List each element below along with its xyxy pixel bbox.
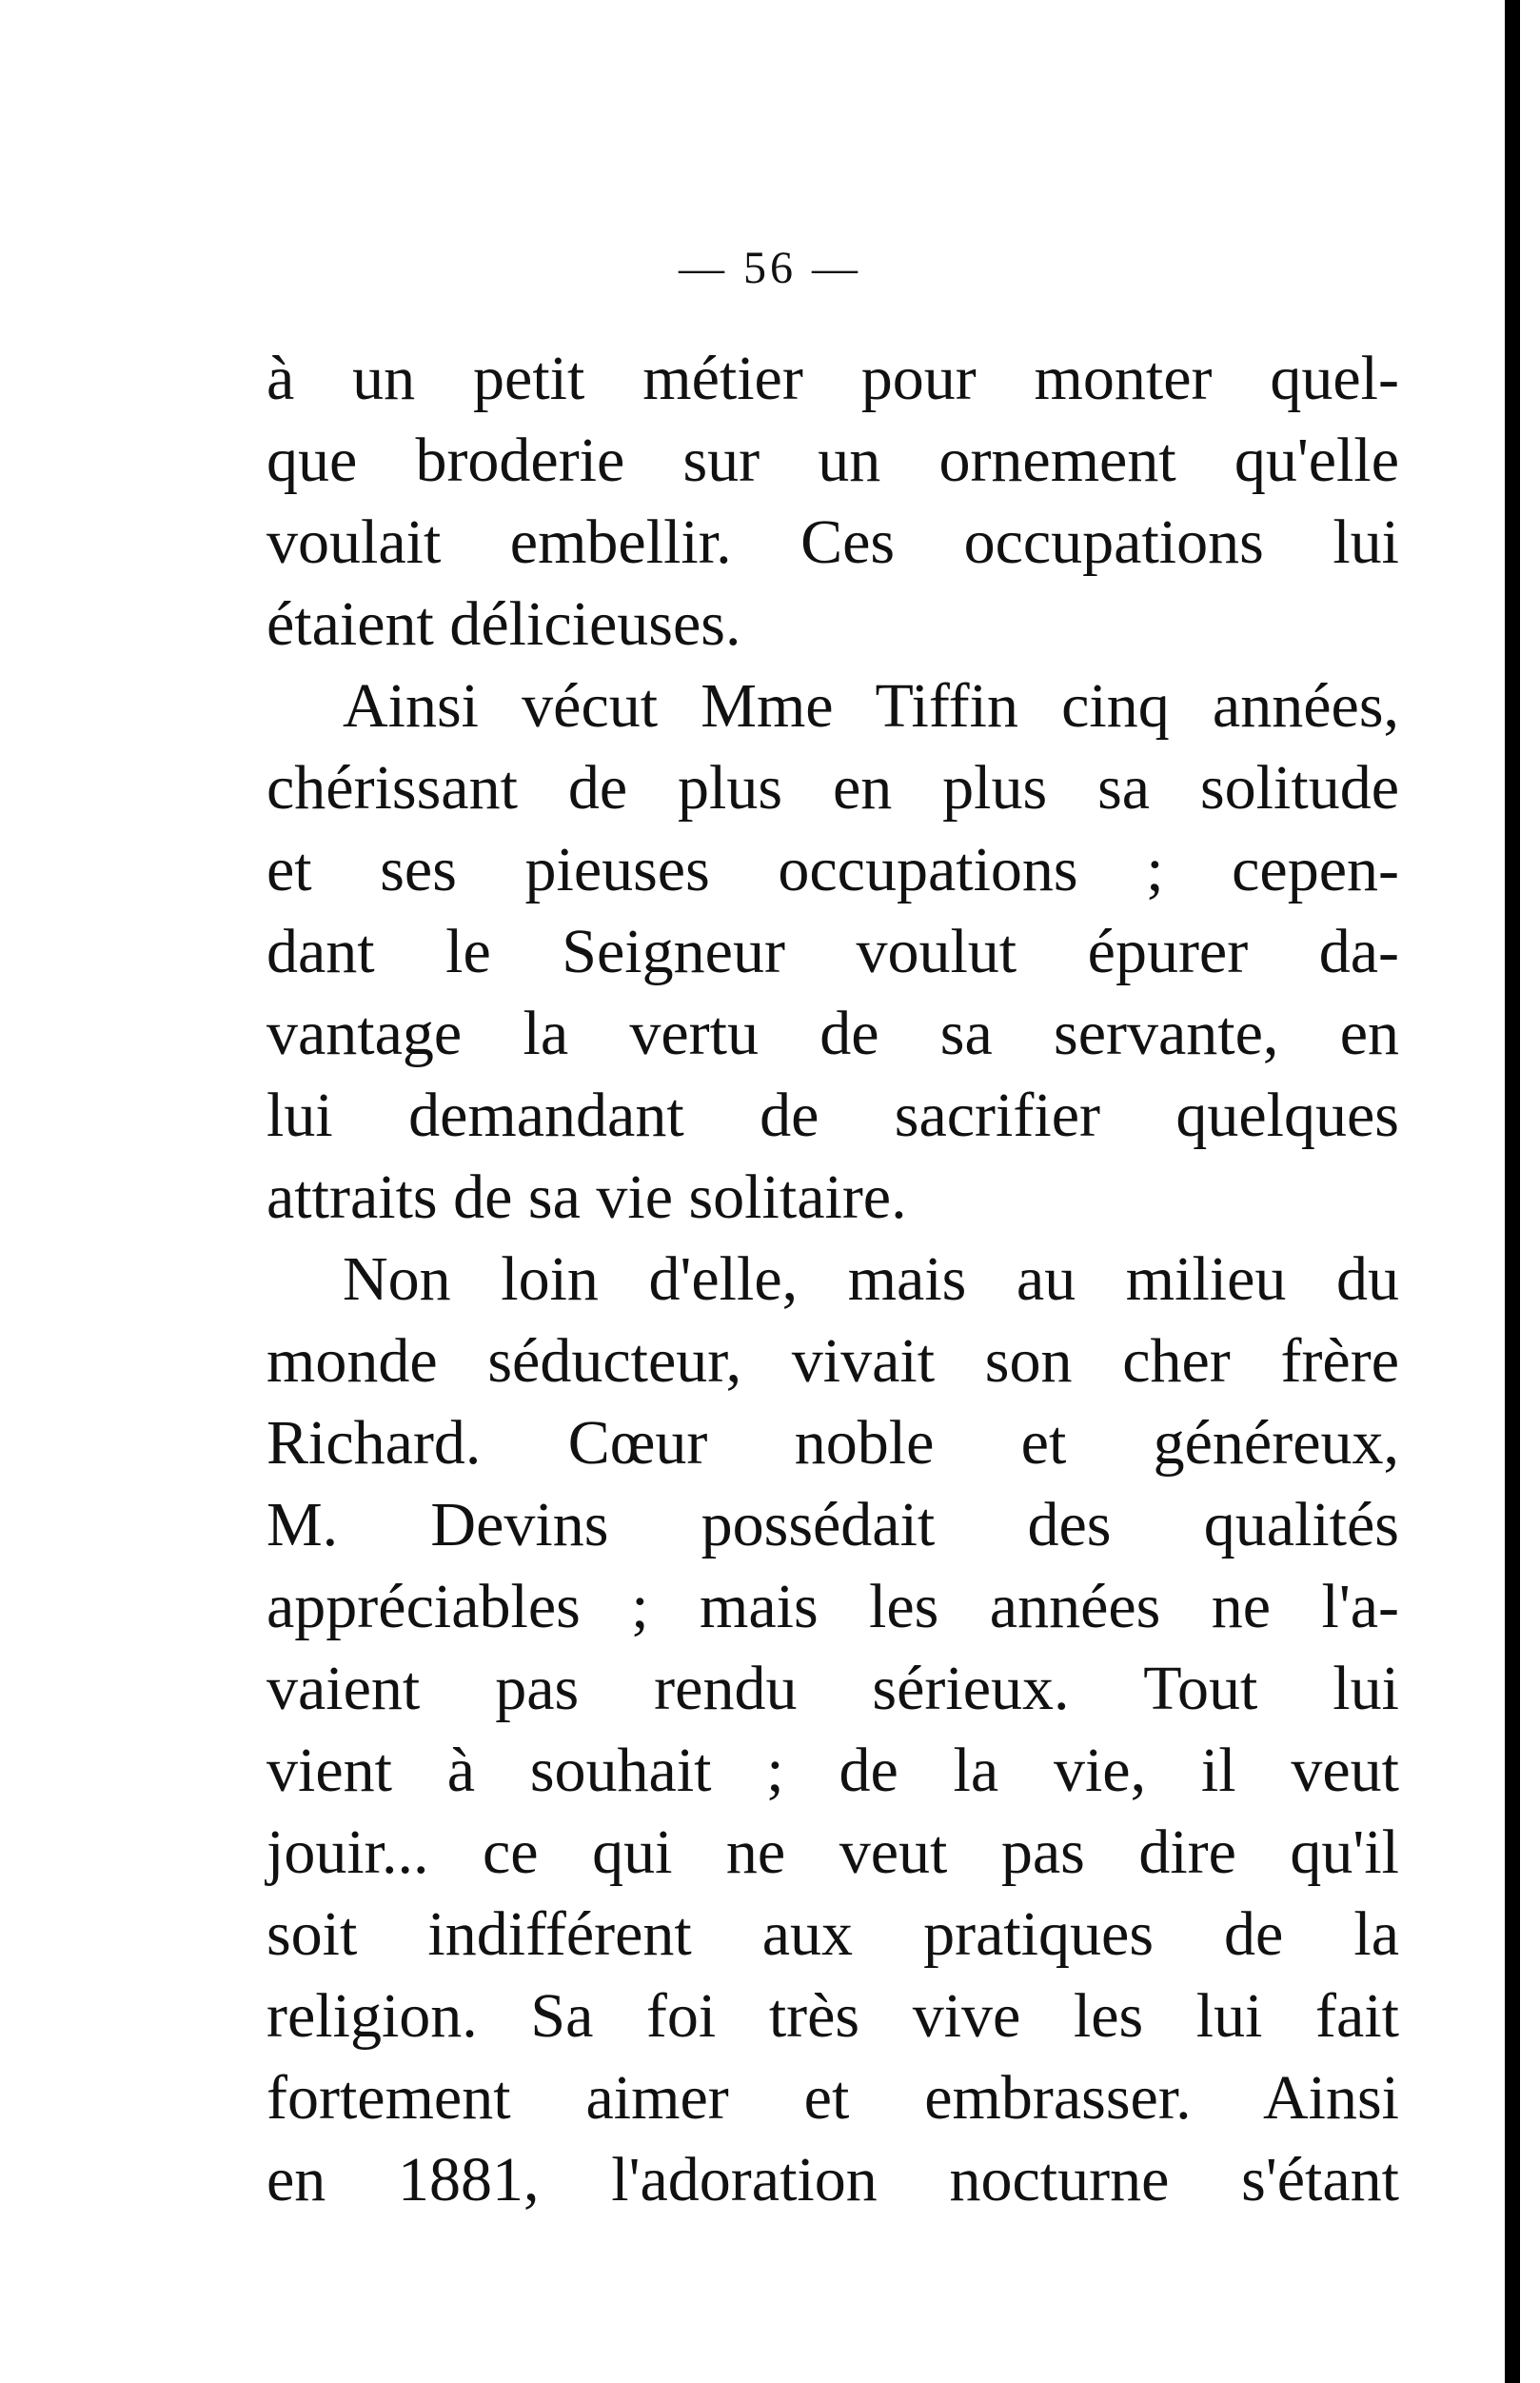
- text-line: M. Devins possédait des qualités: [267, 1490, 1399, 1559]
- text-line: fortement aimer et embrasser. Ainsi: [267, 2063, 1399, 2133]
- text-line: attraits de sa vie solitaire.: [267, 1162, 907, 1232]
- text-line: vient à souhait ; de la vie, il veut: [267, 1736, 1399, 1805]
- text-line: étaient délicieuses.: [267, 589, 741, 659]
- text-line: et ses pieuses occupations ; cepen-: [267, 835, 1399, 904]
- text-line: vaient pas rendu sérieux. Tout lui: [267, 1654, 1399, 1723]
- body-text: [267, 338, 1399, 2221]
- text-line: soit indifférent aux pratiques de la: [267, 1899, 1399, 1969]
- text-line: vantage la vertu de sa servante, en: [267, 999, 1399, 1068]
- page-edge-rule: [1505, 0, 1520, 2383]
- text-line: religion. Sa foi très vive les lui fait: [267, 1981, 1399, 2051]
- text-line: à un petit métier pour monter quel-: [267, 344, 1399, 413]
- text-line: monde séducteur, vivait son cher frère: [267, 1326, 1399, 1396]
- text-line: en 1881, l'adoration nocturne s'étant: [267, 2145, 1399, 2214]
- text-line: jouir... ce qui ne veut pas dire qu'il: [267, 1817, 1399, 1887]
- page-number: — 56 —: [679, 243, 861, 293]
- text-line: Richard. Cœur noble et généreux,: [267, 1408, 1399, 1478]
- text-line: lui demandant de sacrifier quelques: [267, 1081, 1399, 1150]
- text-line: dant le Seigneur voulut épurer da-: [267, 917, 1399, 986]
- text-line: Non loin d'elle, mais au milieu du: [343, 1244, 1399, 1314]
- text-line: que broderie sur un ornement qu'elle: [267, 426, 1399, 495]
- text-line: voulait embellir. Ces occupations lui: [267, 507, 1399, 577]
- text-line: appréciables ; mais les années ne l'a-: [267, 1572, 1399, 1641]
- text-line: chérissant de plus en plus sa solitude: [267, 753, 1399, 823]
- text-line: Ainsi vécut Mme Tiffin cinq années,: [343, 671, 1399, 741]
